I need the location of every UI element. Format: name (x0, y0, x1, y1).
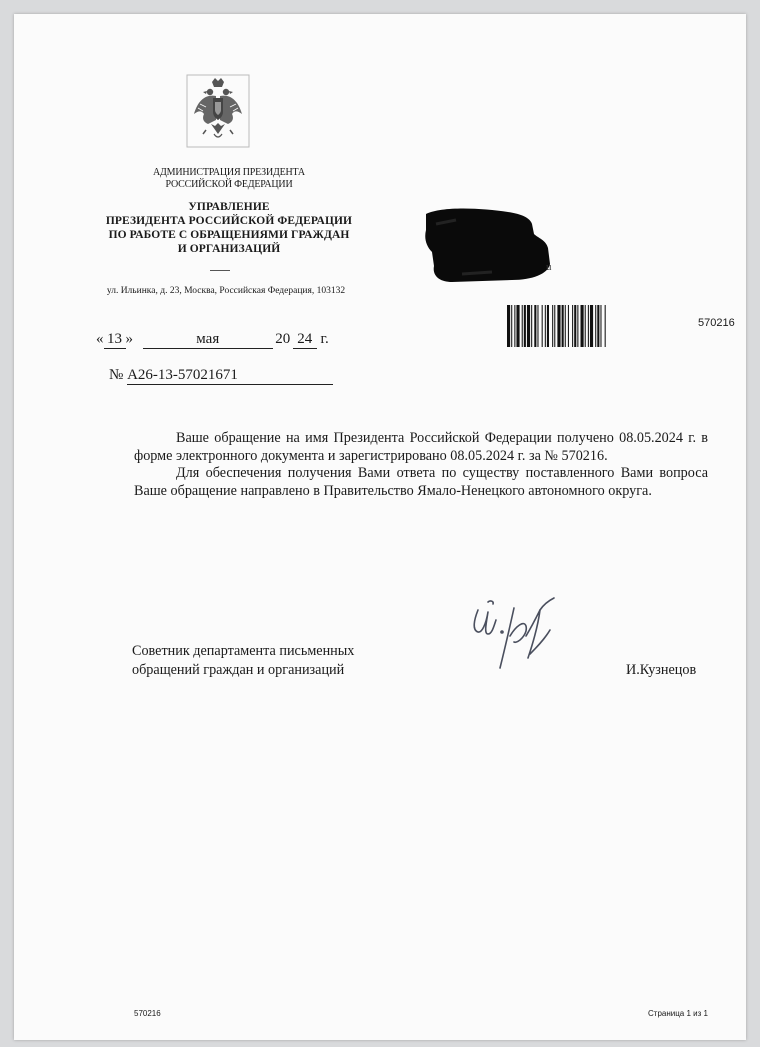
barcode-bar (605, 305, 606, 347)
date-year-suffix: 24 (293, 330, 317, 349)
barcode-bar (534, 305, 536, 347)
barcode-bar (565, 305, 566, 347)
barcode-bar (537, 305, 538, 347)
signer-name: И.Кузнецов (626, 662, 697, 678)
barcode-bar (568, 305, 569, 347)
signatory-position-line-2: обращений граждан и организаций (132, 662, 345, 678)
barcode-bar (547, 305, 549, 347)
barcode-bar (595, 305, 596, 347)
registration-number: А26-13-57021671 (127, 366, 333, 385)
department-title-line-4: И ОРГАНИЗАЦИЙ (177, 243, 281, 255)
date-close-quote: » (125, 331, 133, 347)
body-paragraph-2: Для обеспечения получения Вами ответа по существу поставленного Вами вопроса Ваше обращение направлено в Правительство Ямало-Ненецкого автономного округа. (134, 465, 708, 499)
barcode-bar (552, 305, 553, 347)
barcode-bar (542, 305, 543, 347)
redacted-recipient (422, 204, 554, 286)
barcode-bar (562, 305, 564, 347)
department-title-line-1: УПРАВЛЕНИЕ (188, 201, 270, 213)
barcode-bar (524, 305, 526, 347)
letter-page (14, 14, 746, 1040)
date-year-prefix: 20 (275, 331, 291, 347)
registration-prefix: № (109, 367, 124, 383)
barcode-number: 570216 (698, 317, 735, 329)
signatory-position-line-1: Советник департамента письменных (132, 643, 355, 659)
barcode-bar (574, 305, 576, 347)
barcode-bar (554, 305, 555, 347)
barcode-bar (516, 305, 519, 347)
barcode-bar (590, 305, 593, 347)
footer-document-id: 570216 (134, 1009, 161, 1018)
barcode-bar (600, 305, 601, 347)
department-title-line-3: ПО РАБОТЕ С ОБРАЩЕНИЯМИ ГРАЖДАН (108, 229, 350, 241)
barcode-bar (514, 305, 515, 347)
registration-number-row (109, 366, 333, 388)
barcode-bar (511, 305, 512, 347)
handwritten-signature (470, 596, 564, 678)
barcode-bar (597, 305, 599, 347)
russian-coat-of-arms-icon (186, 74, 250, 148)
recipient-fragment: u (546, 261, 552, 273)
document-date (96, 330, 329, 352)
barcode-bar (545, 305, 546, 347)
department-title-line-2: ПРЕЗИДЕНТА РОССИЙСКОЙ ФЕДЕРАЦИИ (105, 215, 353, 227)
footer-page-info: Страница 1 из 1 (648, 1009, 708, 1018)
date-open-quote: « (96, 331, 104, 347)
barcode (507, 305, 683, 347)
body-paragraph-1: Ваше обращение на имя Президента Российской Федерации получено 08.05.2024 г. в форме электронного документа и зарегистрировано 08.05.2024 г. за № 570216. (134, 430, 708, 464)
barcode-bar (572, 305, 573, 347)
barcode-bar (527, 305, 530, 347)
barcode-bar (588, 305, 589, 347)
date-year-marker: г. (320, 331, 329, 347)
admin-title-line-2: РОССИЙСКОЙ ФЕДЕРАЦИИ (165, 179, 293, 190)
barcode-bar (507, 305, 510, 347)
barcode-bar (581, 305, 584, 347)
barcode-bar (577, 305, 578, 347)
letter-body (134, 430, 708, 500)
admin-title-line-1: АДМИНИСТРАЦИЯ ПРЕЗИДЕНТА (153, 167, 305, 178)
date-month: мая (143, 330, 273, 349)
barcode-bar (522, 305, 523, 347)
barcode-bar (585, 305, 586, 347)
date-day: 13 (104, 330, 126, 349)
header-divider (210, 270, 230, 271)
barcode-bar (531, 305, 532, 347)
barcode-bar (557, 305, 560, 347)
sender-address: ул. Ильинка, д. 23, Москва, Российская Федерация, 103132 (106, 286, 346, 296)
